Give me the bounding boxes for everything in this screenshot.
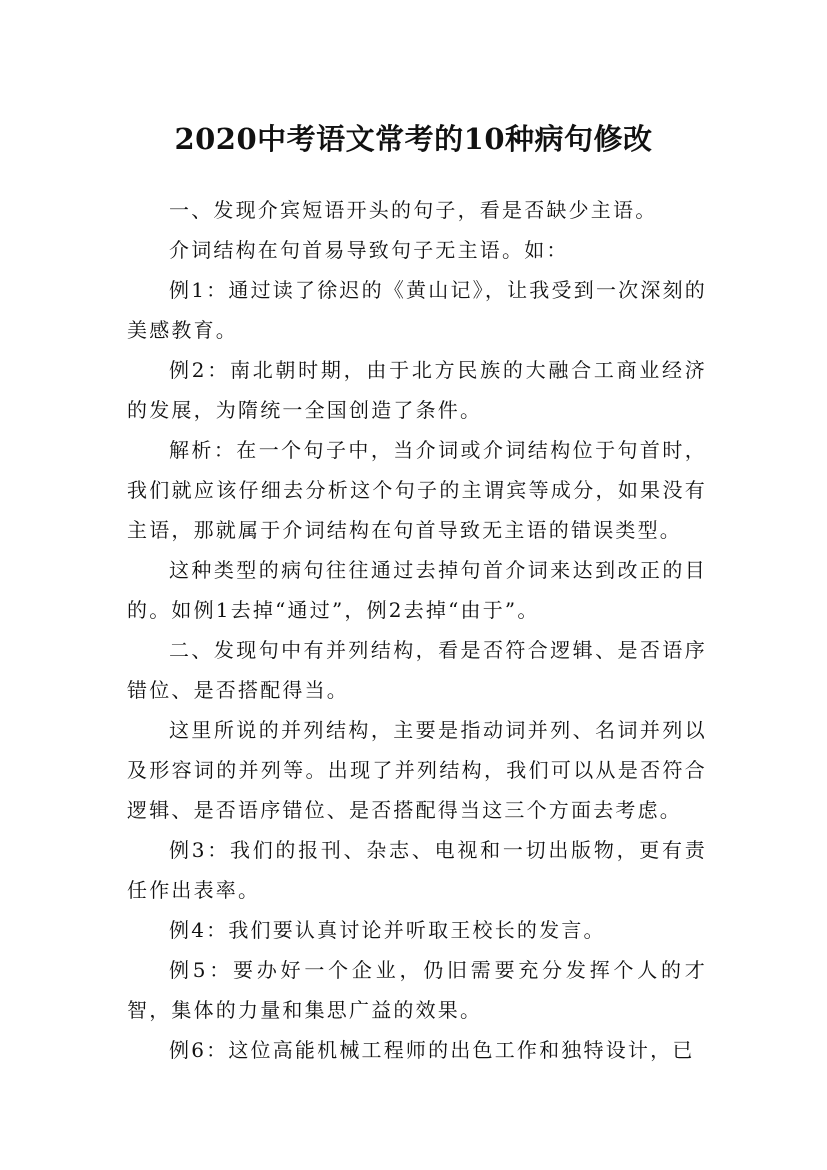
paragraph: 例3：我们的报刊、杂志、电视和一切出版物，更有责任作出表率。 [127,838,707,902]
paragraph: 解析：在一个句子中，当介词或介词结构位于句首时，我们就应该仔细去分析这个句子的主谓宾等成分，如果没有主语，那就属于介词结构在句首导致无主语的错误类型。 [127,438,707,542]
document-body [127,190,707,1070]
paragraph: 例4：我们要认真讨论并听取王校长的发言。 [169,918,606,942]
document-title: 2020中考语文常考的10种病句修改 [174,122,653,157]
paragraph: 例6：这位高能机械工程师的出色工作和独特设计，已 [169,1038,695,1062]
paragraph: 这里所说的并列结构，主要是指动词并列、名词并列以及形容词的并列等。出现了并列结构，我们可以从是否符合逻辑、是否语序错位、是否搭配得当这三个方面去考虑。 [127,718,707,822]
paragraph: 介词结构在句首易导致句子无主语。如： [169,238,569,262]
paragraph: 例5：要办好一个企业，仍旧需要充分发挥个人的才智，集体的力量和集思广益的效果。 [127,958,707,1022]
paragraph: 二、发现句中有并列结构，看是否符合逻辑、是否语序错位、是否搭配得当。 [127,638,707,702]
paragraph: 例2：南北朝时期，由于北方民族的大融合工商业经济的发展，为隋统一全国创造了条件。 [127,358,707,422]
paragraph: 一、发现介宾短语开头的句子，看是否缺少主语。 [169,198,658,222]
paragraph: 例1：通过读了徐迟的《黄山记》，让我受到一次深刻的美感教育。 [127,278,707,342]
paragraph: 这种类型的病句往往通过去掉句首介词来达到改正的目的。如例1去掉“通过”，例2去掉“由于”。 [127,558,707,622]
